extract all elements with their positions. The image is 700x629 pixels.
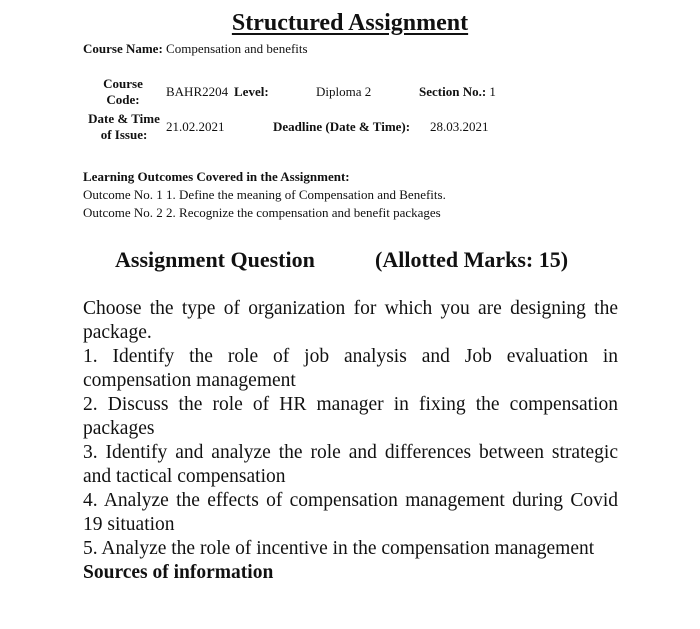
issue-date-label xyxy=(84,111,164,143)
sources-heading: Sources of information xyxy=(83,562,274,583)
level-label: Level: xyxy=(234,84,269,99)
question-intro: Choose the type of organization for which you are designing the package. xyxy=(83,298,618,343)
course-name-row xyxy=(83,41,308,57)
section-row xyxy=(419,84,496,100)
issue-date-value: 21.02.2021 xyxy=(166,119,225,134)
course-code-label xyxy=(92,76,154,108)
learning-outcome-item: Outcome No. 1 1. Define the meaning of Compensation and Benefits. xyxy=(83,187,446,202)
section-value: 1 xyxy=(489,84,496,99)
assignment-question-heading: Assignment Question xyxy=(115,247,315,272)
course-code-value: BAHR2204 xyxy=(166,84,229,99)
learning-outcomes-heading: Learning Outcomes Covered in the Assignment: xyxy=(83,169,350,184)
question-body xyxy=(83,297,618,585)
allotted-marks: (Allotted Marks: 15) xyxy=(375,247,569,272)
learning-outcome-item: Outcome No. 2 2. Recognize the compensation and benefit packages xyxy=(83,205,441,220)
course-name-value: Compensation and benefits xyxy=(166,41,308,56)
document-title: Structured Assignment xyxy=(231,10,469,36)
deadline-value: 28.03.2021 xyxy=(430,119,489,134)
question-item-5: 5. Analyze the role of incentive in the compensation management xyxy=(83,538,595,559)
question-item-2: 2. Discuss the role of HR manager in fixing the compensation packages xyxy=(83,394,618,439)
course-name-label: Course Name: xyxy=(83,41,163,56)
course-code-label-line1: Course xyxy=(103,76,143,91)
deadline-label: Deadline (Date & Time): xyxy=(273,119,411,134)
course-code-label-line2: Code: xyxy=(106,92,140,107)
issue-date-label-line2: of Issue: xyxy=(100,127,148,142)
section-label: Section No.: xyxy=(419,84,487,99)
level-value: Diploma 2 xyxy=(316,84,372,99)
question-item-3: 3. Identify and analyze the role and differences between strategic and tactical compensation xyxy=(83,442,618,487)
question-item-4: 4. Analyze the effects of compensation management during Covid 19 situation xyxy=(83,490,618,535)
issue-date-label-line1: Date & Time xyxy=(88,111,160,126)
question-item-1: 1. Identify the role of job analysis and Job evaluation in compensation management xyxy=(83,346,618,391)
